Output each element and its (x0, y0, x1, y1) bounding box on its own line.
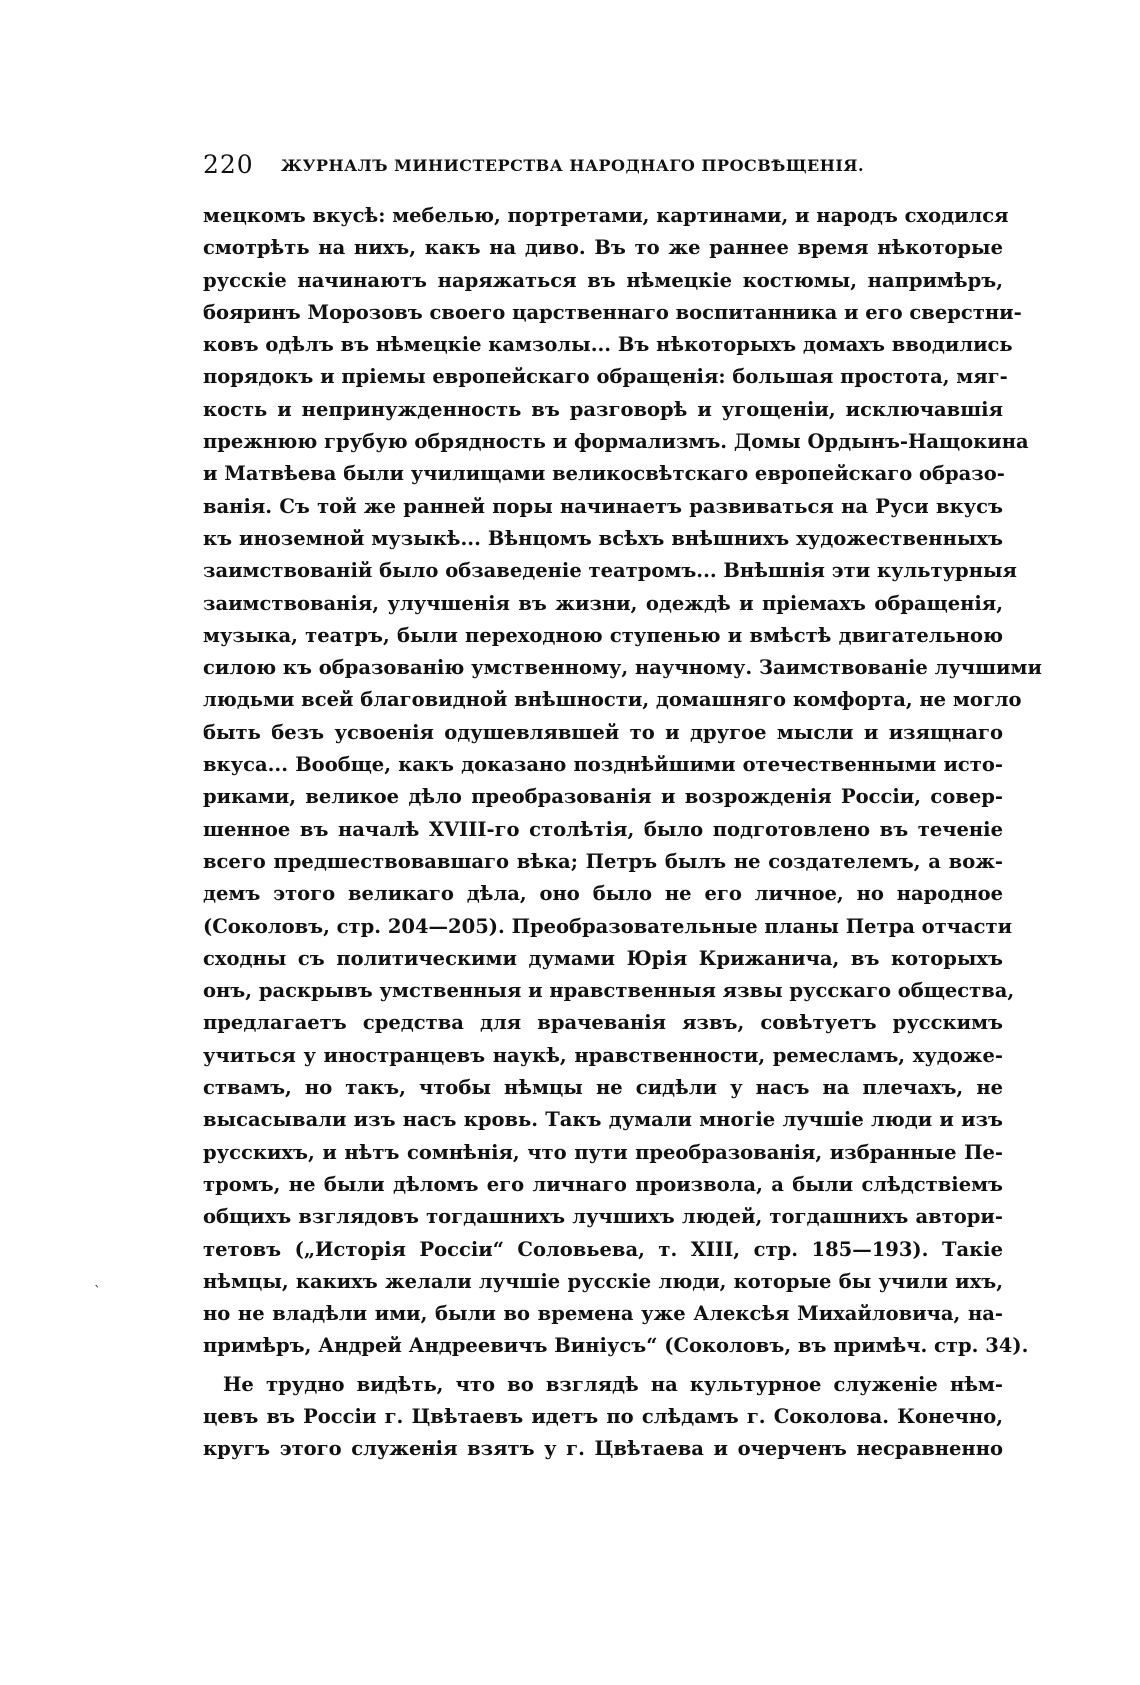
text-line: кость и непринужденность въ разговорѣ и угощеніи, исключавшія (203, 397, 1003, 421)
text-line: высасывали изъ насъ кровь. Такъ думали многіе лучшіе люди и изъ (203, 1108, 1003, 1132)
text-line: нѣмцы, какихъ желали лучшіе русскіе люди, которые бы учили ихъ, (203, 1269, 1003, 1293)
body-text (203, 200, 1042, 1466)
text-line: шенное въ началѣ XVIII-го столѣтія, было подготовлено въ теченіе (203, 817, 1003, 841)
running-title: ЖУРНАЛЪ МИНИСТЕРСТВА НАРОДНАГО ПРОСВѢЩЕНІЯ. (281, 156, 865, 175)
text-line: сходны съ политическими думами Юрія Крижанича, въ которыхъ (203, 946, 1003, 970)
text-line: тромъ, не были дѣломъ его личнаго произвола, а были слѣдствіемъ (203, 1172, 1003, 1196)
text-line: примѣръ, Андрей Андреевичъ Виніусъ“ (Соколовъ, въ примѣч. стр. 34). (203, 1334, 1029, 1358)
text-line: ванія. Съ той же ранней поры начинаетъ развиваться на Руси вкусъ (203, 494, 1003, 518)
text-line: онъ, раскрывъ умственныя и нравственныя язвы русскаго общества, (203, 979, 1015, 1003)
text-line: музыка, театръ, были переходною ступенью и вмѣстѣ двигательною (203, 623, 1003, 647)
text-line: ствамъ, но такъ, чтобы нѣмцы не сидѣли у насъ на плечахъ, не (203, 1076, 1003, 1100)
text-line: предлагаетъ средства для врачеванія язвъ, совѣтуетъ русскимъ (203, 1011, 1003, 1035)
text-line: вкуса... Вообще, какъ доказано позднѣйшими отечественными исто- (203, 753, 1003, 777)
page-number: 220 (203, 150, 254, 179)
text-line: кругъ этого служенія взятъ у г. Цвѣтаева и очерченъ несравненно (203, 1437, 1003, 1461)
text-line: силою къ образованію умственному, научному. Заимствованіе лучшими (203, 656, 1042, 680)
text-line: но не владѣли ими, были во времена уже Алексѣя Михайловича, на- (203, 1302, 1003, 1326)
text-line: ковъ одѣлъ въ нѣмецкіе камзолы... Въ нѣкоторыхъ домахъ вводились (203, 333, 1013, 357)
text-line: русскихъ, и нѣтъ сомнѣнія, что пути преобразованія, избранные Пе- (203, 1140, 1003, 1164)
page-header (203, 150, 1003, 184)
text-line: русскіе начинаютъ наряжаться въ нѣмецкіе костюмы, напримѣръ, (203, 268, 1003, 292)
text-line: цевъ въ Россіи г. Цвѣтаевъ идетъ по слѣдамъ г. Соколова. Конечно, (203, 1404, 1003, 1428)
text-line: заимствованій было обзаведеніе театромъ... Внѣшнія эти культурныя (203, 559, 1017, 583)
text-line: и Матвѣева были училищами великосвѣтскаго европейскаго образо- (203, 462, 1005, 486)
text-line: прежнюю грубую обрядность и формализмъ. Домы Ордынъ-Нащокина (203, 430, 1029, 454)
text-line: порядокъ и пріемы европейскаго обращенія: большая простота, мяг- (203, 365, 1008, 389)
text-line: къ иноземной музыкѣ... Вѣнцомъ всѣхъ внѣшнихъ художественныхъ (203, 526, 1003, 550)
paragraph (203, 200, 1042, 1363)
text-line: риками, великое дѣло преобразованія и возрожденія Россіи, совер- (203, 785, 1003, 809)
paragraph (203, 1369, 1003, 1466)
text-line: всего предшествовавшаго вѣка; Петръ былъ не создателемъ, а вож- (203, 849, 1003, 873)
text-line: смотрѣть на нихъ, какъ на диво. Въ то же раннее время нѣкоторые (203, 236, 1003, 260)
text-line: Не трудно видѣть, что во взглядѣ на культурное служеніе нѣм- (223, 1372, 1003, 1396)
text-line: тетовъ („Исторія Россіи“ Соловьева, т. XIII, стр. 185—193). Такіе (203, 1237, 1003, 1261)
text-line: мецкомъ вкусѣ: мебелью, портретами, картинами, и народъ сходился (203, 204, 1009, 227)
margin-mark: ˋ (94, 1284, 101, 1300)
text-line: быть безъ усвоенія одушевлявшей то и другое мысли и изящнаго (203, 720, 1003, 744)
text-line: общихъ взглядовъ тогдашнихъ лучшихъ людей, тогдашнихъ автори- (203, 1205, 1003, 1229)
text-line: учиться у иностранцевъ наукѣ, нравственности, ремесламъ, художе- (203, 1043, 1003, 1067)
text-line: заимствованія, улучшенія въ жизни, одеждѣ и пріемахъ обращенія, (203, 591, 1003, 615)
text-line: бояринъ Морозовъ своего царственнаго воспитанника и его сверстни- (203, 300, 1022, 324)
text-line: (Соколовъ, стр. 204—205). Преобразовательные планы Петра отчасти (203, 914, 1013, 938)
text-line: людьми всей благовидной внѣшности, домашняго комфорта, не могло (203, 688, 1022, 712)
text-line: демъ этого великаго дѣла, оно было не его личное, но народное (203, 882, 1003, 906)
